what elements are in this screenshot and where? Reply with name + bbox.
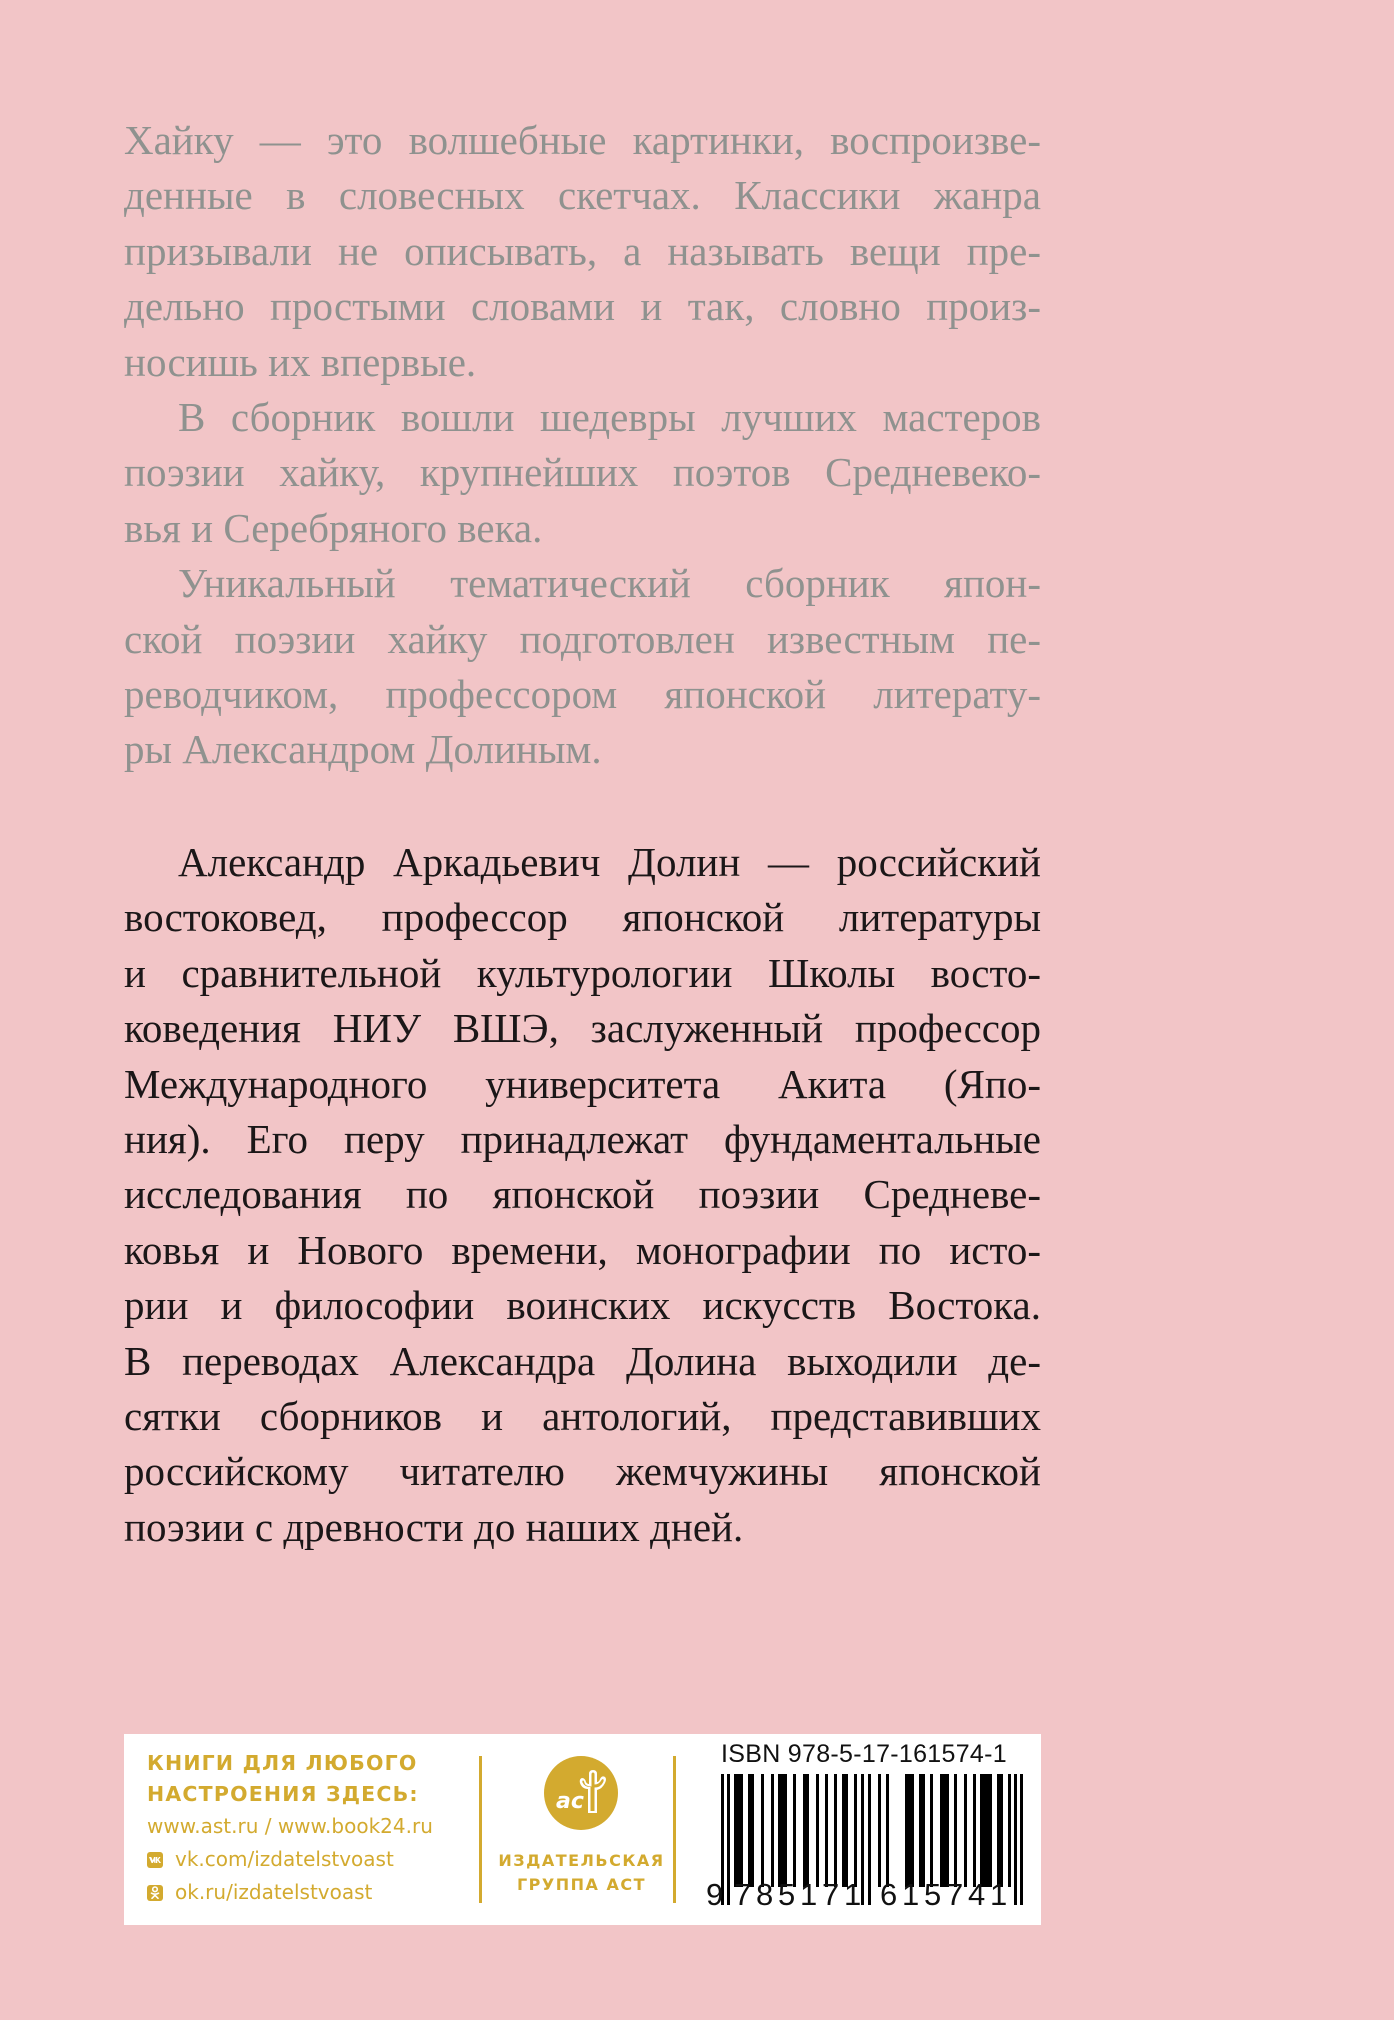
author-bio xyxy=(124,835,1041,1555)
text-line: В переводах Александра Долина выходили де- xyxy=(124,1337,1041,1384)
publisher-caption-line-2: ГРУППА АСТ xyxy=(516,1875,647,1894)
text-line: и сравнительной культурологии Школы восто- xyxy=(124,949,1041,996)
websites-link[interactable] xyxy=(147,1810,433,1843)
ok-link[interactable] xyxy=(147,1876,433,1909)
text-line: В сборник вошли шедевры лучших мастеров xyxy=(178,393,1041,440)
text-line: коведения НИУ ВШЭ, заслуженный профессор xyxy=(124,1005,1041,1052)
text-line: носишь их впервые. xyxy=(124,338,477,385)
vk-text: vk.com/izdatelstvoast xyxy=(175,1847,394,1871)
websites-text: www.ast.ru / www.book24.ru xyxy=(147,1814,433,1838)
text-line: вья и Серебряного века. xyxy=(124,504,543,551)
text-line: рии и философии воинских искусств Востока. xyxy=(124,1282,1041,1329)
promo-headline-1: КНИГИ ДЛЯ ЛЮБОГО xyxy=(147,1751,418,1775)
text-line: Международного университета Акита (Япо- xyxy=(124,1060,1041,1107)
barcode-digits: 9 7 8 5 1 7 1 6 1 5 7 4 1 xyxy=(706,1877,1008,1912)
publisher-caption-line-1: ИЗДАТЕЛЬСКАЯ xyxy=(498,1851,665,1870)
text-line: поэзии с древности до наших дней. xyxy=(124,1503,744,1550)
vk-icon xyxy=(147,1852,163,1868)
text-line: дельно простыми словами и так, словно произ- xyxy=(124,283,1041,330)
publisher-info-box xyxy=(124,1734,1041,1925)
text-line: сятки сборников и антологий, представивших xyxy=(124,1392,1041,1439)
text-line: призывали не описывать, а называть вещи пре- xyxy=(124,227,1041,274)
svg-text:ac: ac xyxy=(556,1789,584,1814)
text-line: Уникальный тематический сборник япон- xyxy=(178,560,1041,607)
ok-text: ok.ru/izdatelstvoast xyxy=(175,1880,373,1904)
vk-link[interactable] xyxy=(147,1843,433,1876)
promo-headline-2: НАСТРОЕНИЯ ЗДЕСЬ: xyxy=(147,1782,419,1806)
text-line: Хайку — это волшебные картинки, воспроизве- xyxy=(124,117,1041,163)
text-line: денные в словесных скетчах. Классики жанра xyxy=(124,172,1041,219)
odnoklassniki-icon xyxy=(147,1885,163,1901)
divider-right xyxy=(673,1756,676,1903)
text-line: ской поэзии хайку подготовлен известным пе- xyxy=(124,615,1041,662)
text-line: поэзии хайку, крупнейших поэтов Средневеко- xyxy=(124,449,1041,496)
annotation-text xyxy=(124,113,1041,778)
text-line: ры Александром Долиным. xyxy=(124,726,602,773)
text-line: реводчиком, профессором японской литерату- xyxy=(124,670,1041,717)
ast-logo-icon xyxy=(544,1756,618,1830)
isbn-label: ISBN 978-5-17-161574-1 xyxy=(721,1740,1007,1768)
text-line: ковья и Нового времени, монографии по исто- xyxy=(124,1226,1041,1273)
publisher-caption xyxy=(494,1849,669,1897)
promo-block xyxy=(147,1748,433,1909)
text-line: ния). Его перу принадлежат фундаментальные xyxy=(124,1115,1041,1162)
text-line: востоковед, профессор японской литературы xyxy=(124,894,1041,941)
divider-left xyxy=(479,1756,482,1903)
text-line: российскому читателю жемчужины японской xyxy=(124,1448,1041,1495)
text-line: исследования по японской поэзии Средневе- xyxy=(124,1171,1041,1218)
text-line: Александр Аркадьевич Долин — российский xyxy=(178,839,1041,885)
